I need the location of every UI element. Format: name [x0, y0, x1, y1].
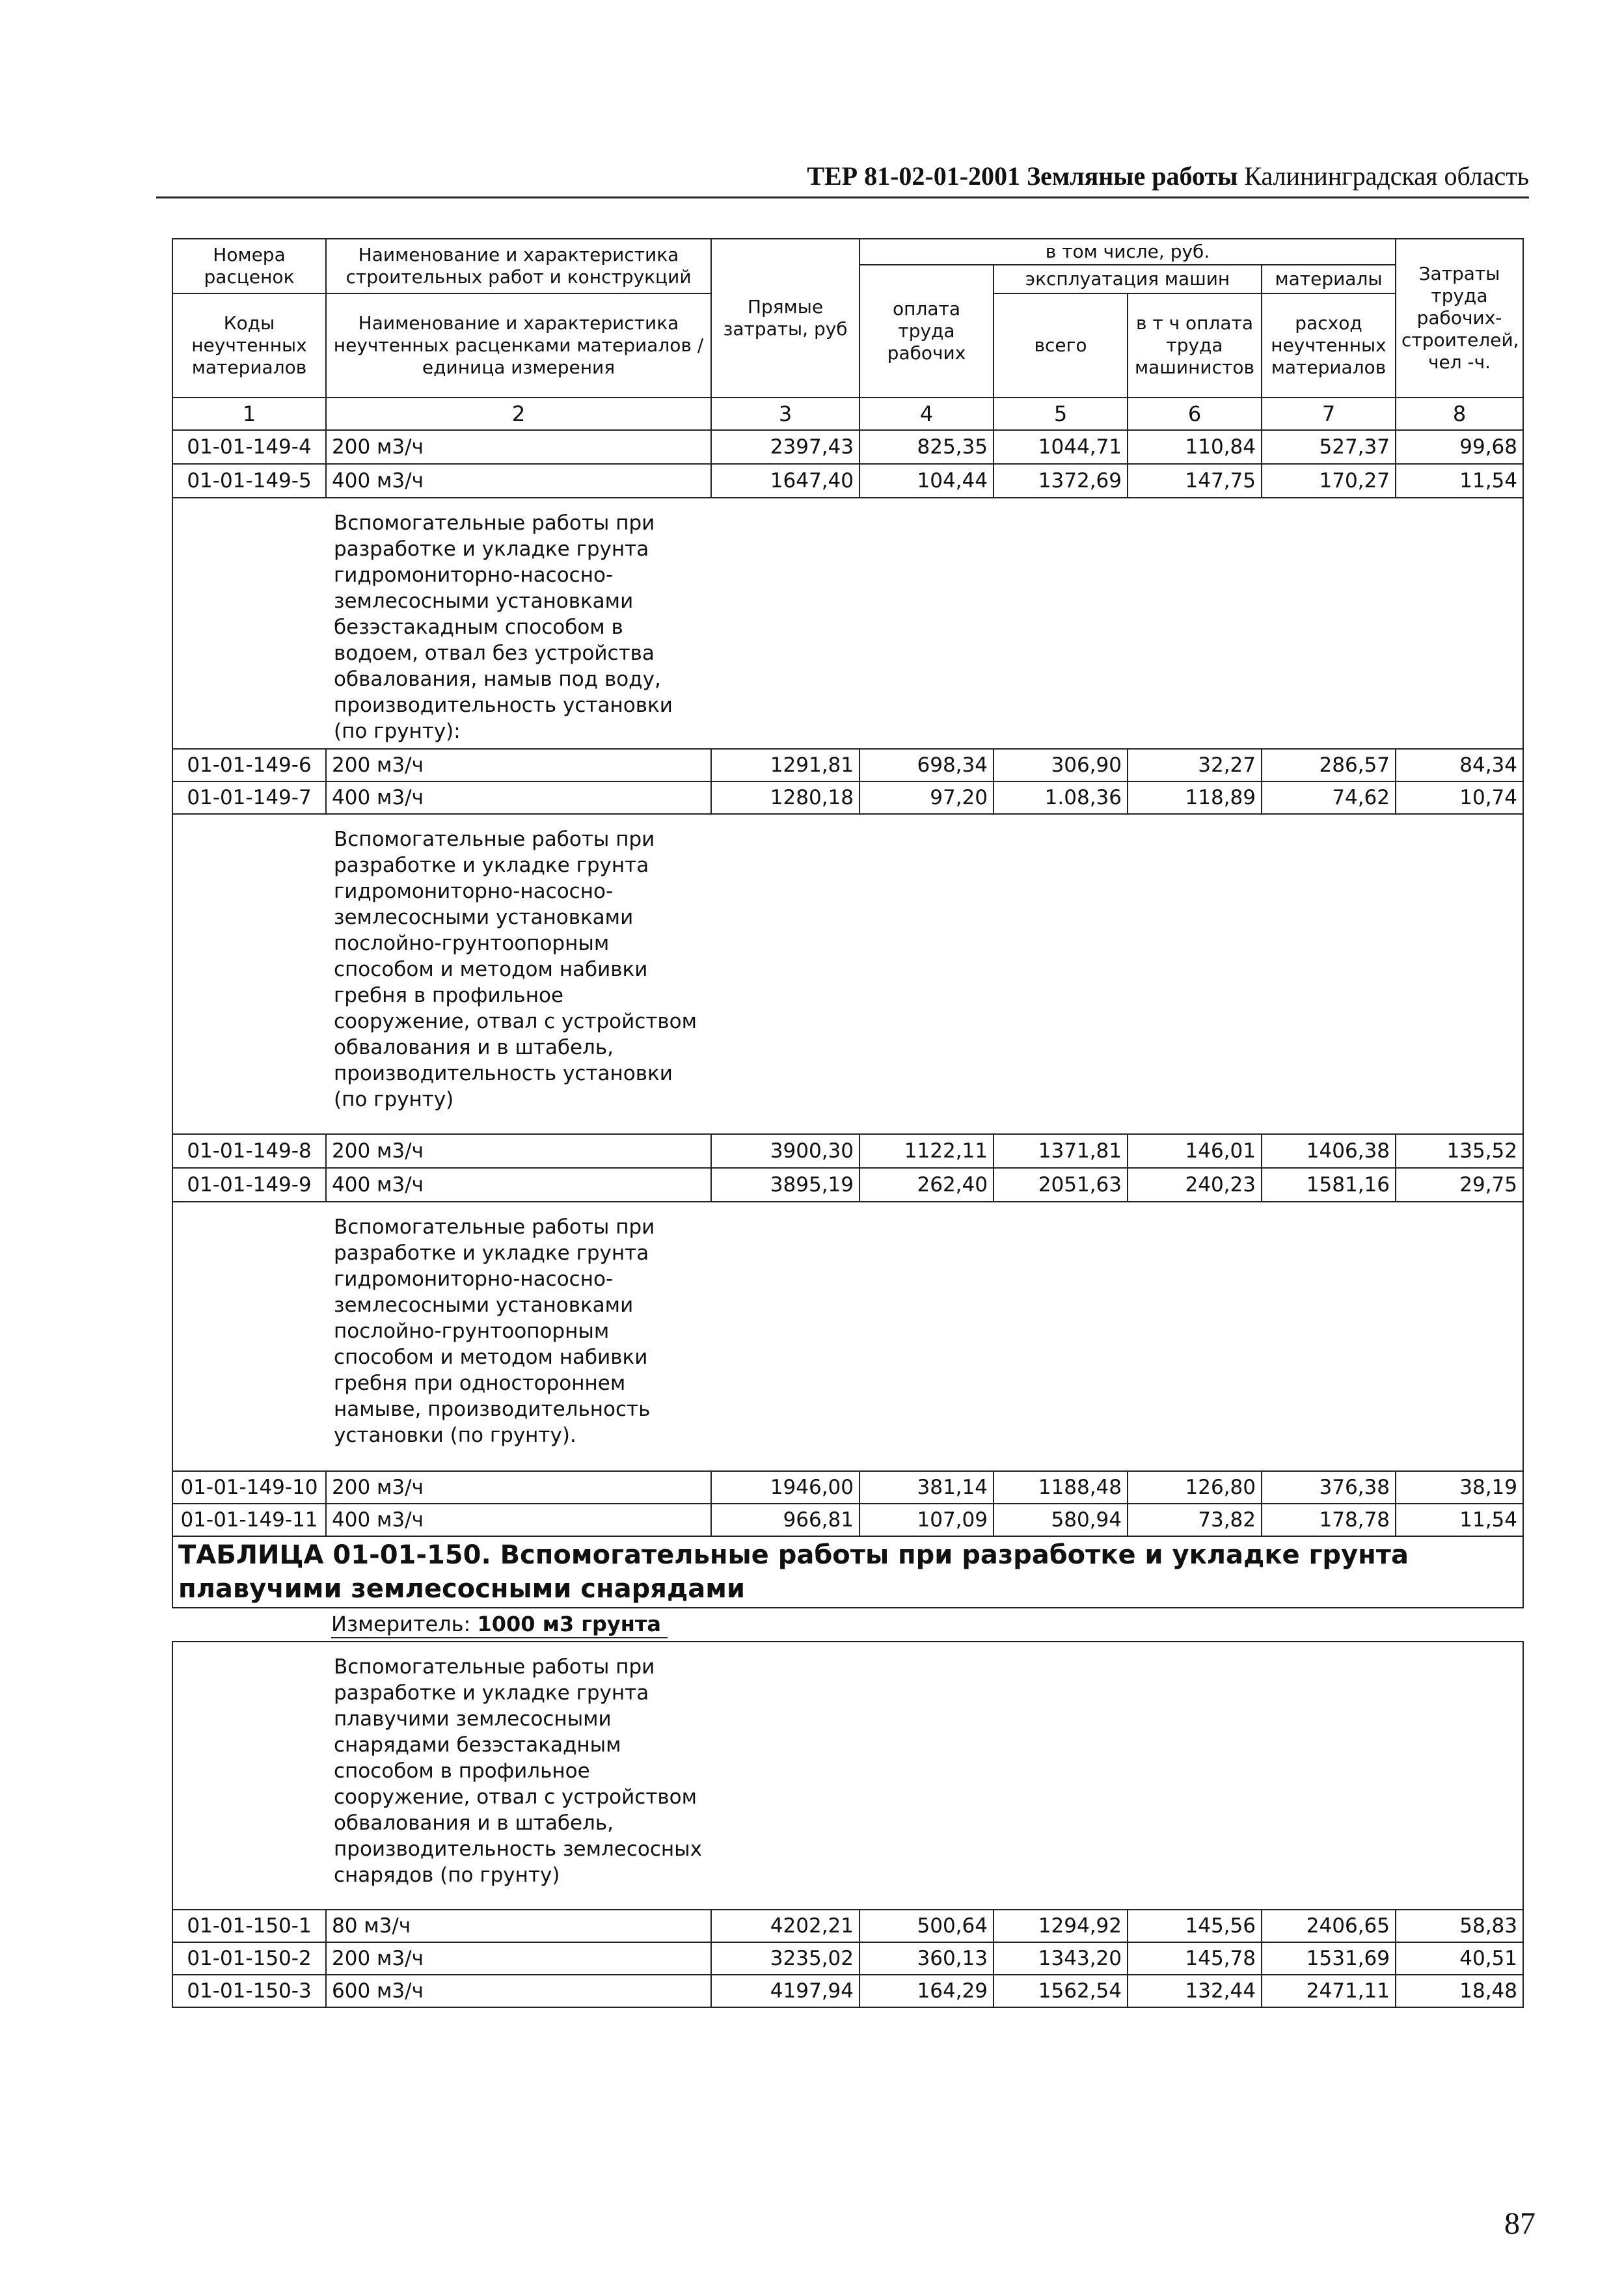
header-machine-operation: эксплуатация машин — [994, 265, 1262, 293]
work-description: Вспомогательные работы при разработке и укладке грунта плавучими землесосными снарядами безэстакадным способом в профильное сооружение, отвал с устройством обвалования и в штабель, производительность землесосных снарядов (по грунту) — [326, 1642, 711, 1910]
table-row — [172, 781, 1523, 814]
operator-pay-value: 32,27 — [1128, 749, 1262, 781]
column-number: 1 — [172, 398, 326, 430]
rate-unit: 200 м3/ч — [326, 430, 711, 464]
operator-pay-value: 73,82 — [1128, 1504, 1262, 1536]
direct-costs-value: 4202,21 — [711, 1910, 859, 1942]
work-description-row — [172, 1642, 1523, 1910]
direct-costs-value: 2397,43 — [711, 430, 859, 464]
table-row — [172, 749, 1523, 781]
meter — [331, 1611, 668, 1638]
column-number: 4 — [859, 398, 994, 430]
table-row — [172, 1942, 1523, 1975]
direct-costs-value: 966,81 — [711, 1504, 859, 1536]
operator-pay-value: 145,78 — [1128, 1942, 1262, 1975]
rate-unit: 600 м3/ч — [326, 1975, 711, 2007]
table-row — [172, 1471, 1523, 1504]
meter-label: Измеритель: — [331, 1612, 471, 1636]
rate-unit: 200 м3/ч — [326, 1134, 711, 1168]
table-row — [172, 1504, 1523, 1536]
direct-costs-value: 1647,40 — [711, 464, 859, 498]
materials-value: 1581,16 — [1262, 1168, 1396, 1202]
rate-unit: 400 м3/ч — [326, 1168, 711, 1202]
labor-hours-value: 11,54 — [1396, 464, 1523, 498]
worker-pay-value: 360,13 — [859, 1942, 994, 1975]
materials-value: 376,38 — [1262, 1471, 1396, 1504]
direct-costs-value: 3895,19 — [711, 1168, 859, 1202]
rate-unit: 200 м3/ч — [326, 1471, 711, 1504]
column-number: 8 — [1396, 398, 1523, 430]
column-number: 6 — [1128, 398, 1262, 430]
worker-pay-value: 104,44 — [859, 464, 994, 498]
rate-code: 01-01-149-4 — [172, 430, 326, 464]
labor-hours-value: 11,54 — [1396, 1504, 1523, 1536]
header-materials: материалы — [1262, 265, 1396, 293]
direct-costs-value: 1946,00 — [711, 1471, 859, 1504]
labor-hours-value: 40,51 — [1396, 1942, 1523, 1975]
operator-pay-value: 132,44 — [1128, 1975, 1262, 2007]
direct-costs-value: 3235,02 — [711, 1942, 859, 1975]
materials-value: 2471,11 — [1262, 1975, 1396, 2007]
column-number-row — [172, 398, 1523, 430]
worker-pay-value: 825,35 — [859, 430, 994, 464]
machines-total-value: 1371,81 — [994, 1134, 1128, 1168]
header-material-consumption: расход неучтенных материалов — [1262, 293, 1396, 398]
worker-pay-value: 381,14 — [859, 1471, 994, 1504]
labor-hours-value: 99,68 — [1396, 430, 1523, 464]
labor-hours-value: 10,74 — [1396, 781, 1523, 814]
table-row — [172, 1168, 1523, 1202]
work-description: Вспомогательные работы при разработке и укладке грунта гидромониторно-насосно-землесосными установками безэстакадным способом в водоем, отвал без устройства обвалования, намыв под воду, производительность установки (по грунту): — [326, 498, 711, 749]
rates-table — [172, 238, 1524, 2008]
header-operator-pay: в т ч оплата труда машинистов — [1128, 293, 1262, 398]
materials-value: 1531,69 — [1262, 1942, 1396, 1975]
work-description: Вспомогательные работы при разработке и укладке грунта гидромониторно-насосно-землесосными установками послойно-грунтоопорным способом и методом набивки гребня при одностороннем намыве, производительность установки (по грунту). — [326, 1202, 711, 1471]
header-rate-numbers: Номера расценок — [172, 239, 326, 293]
labor-hours-value: 58,83 — [1396, 1910, 1523, 1942]
worker-pay-value: 698,34 — [859, 749, 994, 781]
page-number: 87 — [1504, 2206, 1536, 2241]
header-labor-costs: Затраты труда рабочих-строителей, чел -ч. — [1396, 239, 1523, 398]
labor-hours-value: 84,34 — [1396, 749, 1523, 781]
operator-pay-value: 240,23 — [1128, 1168, 1262, 1202]
worker-pay-value: 164,29 — [859, 1975, 994, 2007]
column-number: 2 — [326, 398, 711, 430]
work-description-row — [172, 1202, 1523, 1471]
rate-code: 01-01-149-8 — [172, 1134, 326, 1168]
rate-code: 01-01-149-7 — [172, 781, 326, 814]
direct-costs-value: 4197,94 — [711, 1975, 859, 2007]
operator-pay-value: 126,80 — [1128, 1471, 1262, 1504]
machines-total-value: 1562,54 — [994, 1975, 1128, 2007]
meter-row — [172, 1608, 1523, 1642]
column-number: 3 — [711, 398, 859, 430]
header-direct-costs: Прямые затраты, руб — [711, 239, 859, 398]
operator-pay-value: 110,84 — [1128, 430, 1262, 464]
rate-unit: 200 м3/ч — [326, 1942, 711, 1975]
table-title-row — [172, 1536, 1523, 1608]
operator-pay-value: 118,89 — [1128, 781, 1262, 814]
worker-pay-value: 1122,11 — [859, 1134, 994, 1168]
rate-unit: 200 м3/ч — [326, 749, 711, 781]
worker-pay-value: 500,64 — [859, 1910, 994, 1942]
materials-value: 527,37 — [1262, 430, 1396, 464]
rate-unit: 400 м3/ч — [326, 1504, 711, 1536]
machines-total-value: 1044,71 — [994, 430, 1128, 464]
header-work-name: Наименование и характеристика строительных работ и конструкций — [326, 239, 711, 293]
materials-value: 74,62 — [1262, 781, 1396, 814]
worker-pay-value: 262,40 — [859, 1168, 994, 1202]
worker-pay-value: 97,20 — [859, 781, 994, 814]
header-material-codes: Коды неучтенных материалов — [172, 293, 326, 398]
labor-hours-value: 135,52 — [1396, 1134, 1523, 1168]
rate-unit: 400 м3/ч — [326, 781, 711, 814]
work-description-row — [172, 814, 1523, 1134]
rate-code: 01-01-149-5 — [172, 464, 326, 498]
materials-value: 178,78 — [1262, 1504, 1396, 1536]
machines-total-value: 2051,63 — [994, 1168, 1128, 1202]
table-row — [172, 1134, 1523, 1168]
page-header — [156, 156, 1529, 198]
direct-costs-value: 3900,30 — [711, 1134, 859, 1168]
machines-total-value: 580,94 — [994, 1504, 1128, 1536]
direct-costs-value: 1291,81 — [711, 749, 859, 781]
rate-code: 01-01-150-1 — [172, 1910, 326, 1942]
machines-total-value: 1294,92 — [994, 1910, 1128, 1942]
table-row — [172, 1975, 1523, 2007]
rate-code: 01-01-149-11 — [172, 1504, 326, 1536]
worker-pay-value: 107,09 — [859, 1504, 994, 1536]
direct-costs-value: 1280,18 — [711, 781, 859, 814]
operator-pay-value: 146,01 — [1128, 1134, 1262, 1168]
rate-code: 01-01-149-9 — [172, 1168, 326, 1202]
rate-code: 01-01-149-10 — [172, 1471, 326, 1504]
operator-pay-value: 145,56 — [1128, 1910, 1262, 1942]
table-title: ТАБЛИЦА 01-01-150. Вспомогательные работы при разработке и укладке грунта плавучими землесосными снарядами — [172, 1536, 1523, 1608]
machines-total-value: 1.08,36 — [994, 781, 1128, 814]
work-description-row — [172, 498, 1523, 749]
machines-total-value: 1343,20 — [994, 1942, 1128, 1975]
machines-total-value: 1188,48 — [994, 1471, 1128, 1504]
materials-value: 2406,65 — [1262, 1910, 1396, 1942]
materials-value: 1406,38 — [1262, 1134, 1396, 1168]
rate-code: 01-01-150-3 — [172, 1975, 326, 2007]
operator-pay-value: 147,75 — [1128, 464, 1262, 498]
header-worker-pay: оплата труда рабочих — [859, 265, 994, 398]
table-row — [172, 464, 1523, 498]
document-code: ТЕР 81-02-01-2001 — [807, 161, 1021, 191]
materials-value: 170,27 — [1262, 464, 1396, 498]
rate-unit: 400 м3/ч — [326, 464, 711, 498]
header-including: в том числе, руб. — [859, 239, 1396, 265]
table-row — [172, 430, 1523, 464]
rate-code: 01-01-149-6 — [172, 749, 326, 781]
materials-value: 286,57 — [1262, 749, 1396, 781]
header-machines-total: всего — [994, 293, 1128, 398]
machines-total-value: 1372,69 — [994, 464, 1128, 498]
labor-hours-value: 38,19 — [1396, 1471, 1523, 1504]
machines-total-value: 306,90 — [994, 749, 1128, 781]
table-row — [172, 1910, 1523, 1942]
column-number: 7 — [1262, 398, 1396, 430]
meter-value: 1000 м3 грунта — [477, 1612, 661, 1636]
work-description: Вспомогательные работы при разработке и укладке грунта гидромониторно-насосно-землесосными установками послойно-грунтоопорным способом и методом набивки гребня в профильное сооружение, отвал с устройством обвалования и в штабель, производительность установки (по грунту) — [326, 814, 711, 1134]
rate-unit: 80 м3/ч — [326, 1910, 711, 1942]
column-number: 5 — [994, 398, 1128, 430]
labor-hours-value: 18,48 — [1396, 1975, 1523, 2007]
document-region: Калининградская область — [1244, 161, 1529, 191]
labor-hours-value: 29,75 — [1396, 1168, 1523, 1202]
header-material-name: Наименование и характеристика неучтенных расценками материалов / единица измерения — [326, 293, 711, 398]
document-section: Земляные работы — [1027, 161, 1238, 191]
rate-code: 01-01-150-2 — [172, 1942, 326, 1975]
